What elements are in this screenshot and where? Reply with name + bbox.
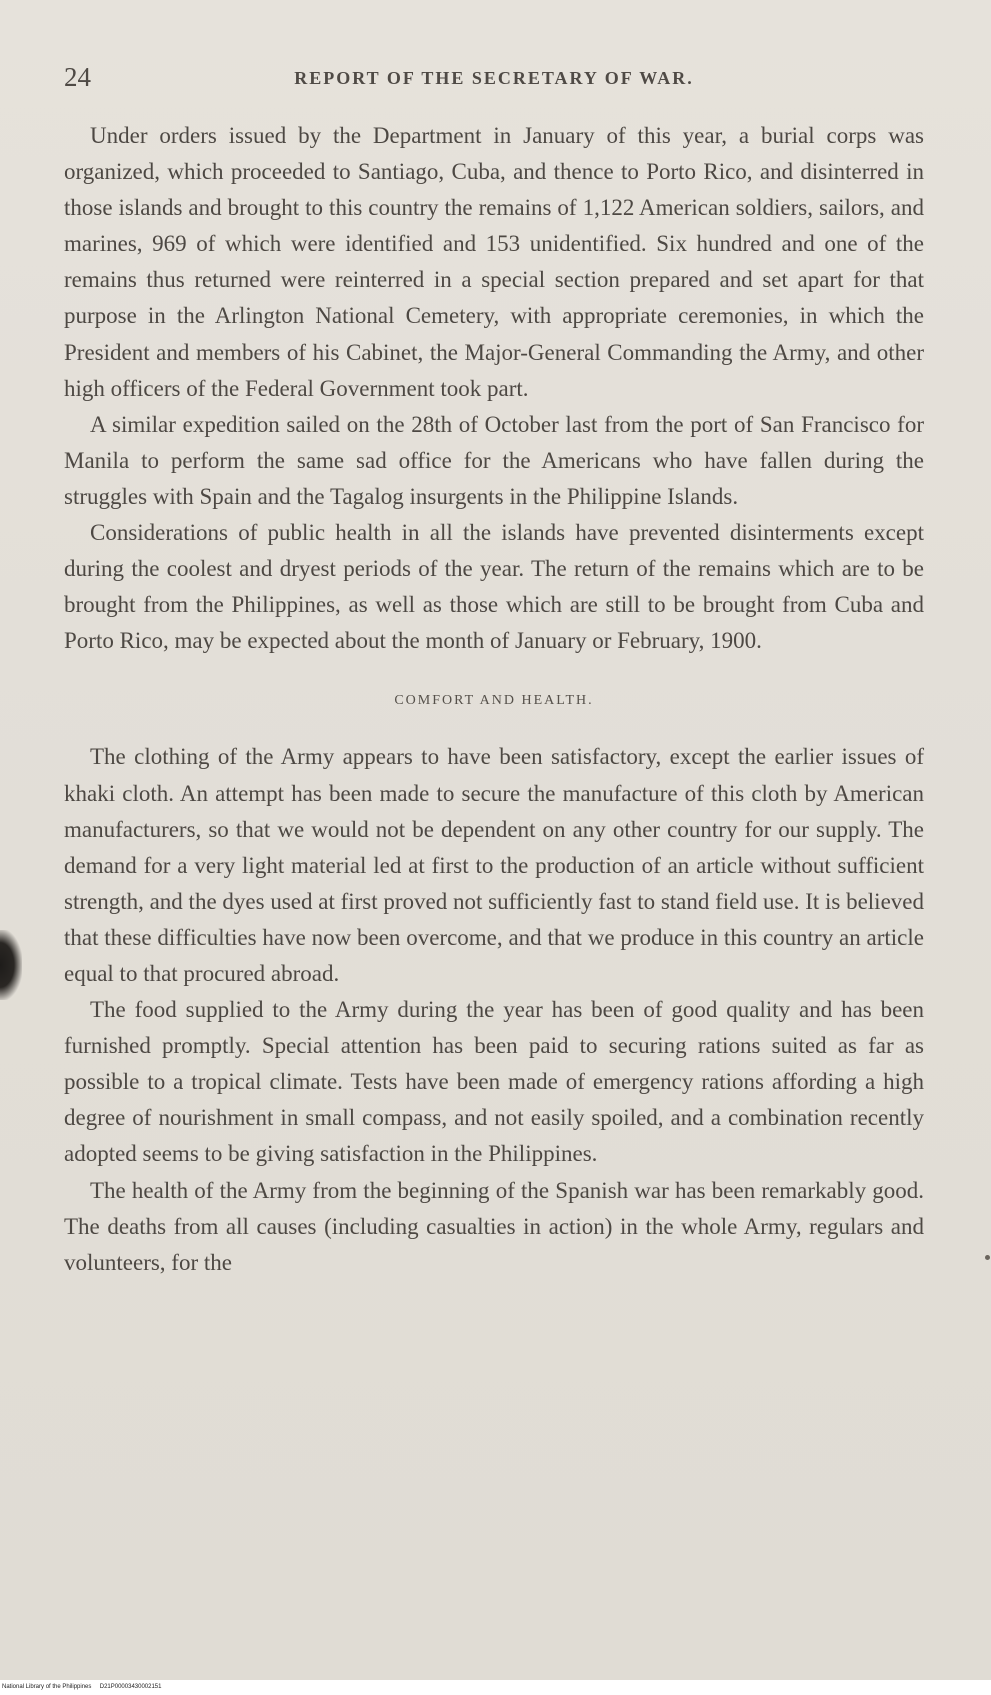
footer-credit [2, 1684, 161, 1690]
paragraph-food: The food supplied to the Army during the year has been of good quality and has been furnished promptly. Special attention has been paid to securing rations suited as far as possible to a tropical climate. Tests have been made of emergency rations affording a high degree of nourishment in small compass, and not easily spoiled, and a combination recently adopted seems to be giving satisfaction in the Philippines. [64, 997, 924, 1167]
page-header [64, 62, 924, 102]
body-text [64, 118, 924, 1281]
scan-speck [985, 1255, 990, 1260]
section-heading: COMFORT AND HEALTH. [394, 693, 594, 709]
paragraph-clothing: The clothing of the Army appears to have been satisfactory, except the earlier issues of khaki cloth. An attempt has been made to secure the manufacture of this cloth by American manufacturers, so that we would not be dependent on any other country for our supply. The demand for a very light material led at first to the production of an article without sufficient strength, and the dyes used at first proved not sufficiently fast to stand field use. It is believed that these difficulties have now been overcome, and that we produce in this country an article equal to that procured abroad. [64, 744, 924, 986]
page-number: 24 [64, 62, 91, 92]
paragraph-burial-corps: Under orders issued by the Department in January of this year, a burial corps was organized, which proceeded to Santiago, Cuba, and thence to Porto Rico, and disinterred in those islands and brought to this country the remains of 1,122 American soldiers, sailors, and marines, 969 of which were identified and 153 unidentified. Six hundred and one of the remains thus returned were reinterred in a special section prepared and set apart for that purpose in the Arlington National Cemetery, with appropriate ceremonies, in which the President and members of his Cabinet, the Major-General Commanding the Army, and other high officers of the Federal Government took part. [64, 123, 924, 401]
running-head: REPORT OF THE SECRETARY OF WAR. [294, 68, 694, 88]
library-credit: National Library of the Philippines [2, 1684, 92, 1690]
paragraph-health: The health of the Army from the beginning of the Spanish war has been remarkably good. The deaths from all causes (including casualties in action) in the whole Army, regulars and volunteers, for the [64, 1177, 924, 1275]
scan-id: D21P00003430002151 [99, 1684, 162, 1690]
scan-edge-mark [0, 930, 22, 1000]
paragraph-public-health: Considerations of public health in all the islands have prevented disinterments except during the coolest and dryest periods of the year. The return of the remains which are to be brought from the Philippines, as well as those which are still to be brought from Cuba and Porto Rico, may be expected about the month of January or February, 1900. [64, 520, 924, 654]
paragraph-manila-expedition: A similar expedition sailed on the 28th of October last from the port of San Francisco for Manila to perform the same sad office for the Americans who have fallen during the struggles with Spain and the Tagalog insurgents in the Philippine Islands. [64, 411, 924, 509]
